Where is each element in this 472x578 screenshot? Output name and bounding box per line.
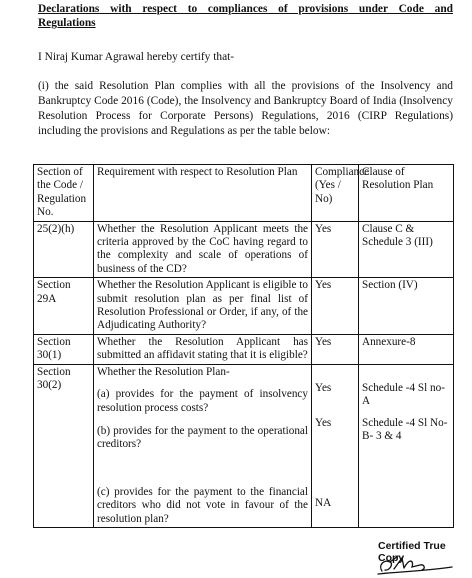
- row-clause: Clause C & Schedule 3 (III): [359, 221, 454, 278]
- row-requirement: [94, 364, 312, 527]
- row-requirement: Whether the Resolution Applicant has submitted an affidavit stating that it is eligible?: [94, 334, 312, 364]
- certification-statement: I Niraj Kumar Agrawal hereby certify that-: [38, 51, 235, 63]
- row-section: Section 30(1): [34, 334, 94, 364]
- row-compliance: Yes: [312, 334, 359, 364]
- header-clause: Clause of Resolution Plan: [359, 165, 454, 222]
- requirement-sub-a: (a) provides for the payment of insolvency resolution process costs?: [97, 388, 308, 414]
- compliance-c: NA: [315, 496, 332, 509]
- row-clause: Annexure-8: [359, 334, 454, 364]
- row-clause: [359, 364, 454, 527]
- table-row: [34, 334, 454, 364]
- row-requirement: Whether the Resolution Applicant meets the criteria approved by the CoC having regard to the complexity and scale of operations of business of the CD?: [94, 221, 312, 278]
- row-clause: Section (IV): [359, 278, 454, 335]
- requirement-intro: Whether the Resolution Plan-: [97, 365, 230, 378]
- requirement-sub-b: (b) provides for the payment to the operational creditors?: [97, 424, 308, 451]
- row-compliance: Yes: [312, 278, 359, 335]
- clause-b: Schedule -4 Sl No-B- 3 & 4: [362, 416, 448, 442]
- compliance-b: Yes: [315, 417, 332, 430]
- header-section: Section of the Code / Regulation No.: [34, 165, 94, 222]
- table-row: [34, 221, 454, 278]
- heading-line-1: Declarations with respect to compliances of provisions under Code and: [38, 3, 453, 15]
- row-requirement: Whether the Resolution Applicant is eligible to submit resolution plan as per final list of Resolution Professional or Order, if any, of the Adjudicating Authority?: [94, 278, 312, 335]
- compliance-table: [33, 164, 454, 528]
- intro-paragraph: (i) the said Resolution Plan complies with all the provisions of the Insolvency and Bankruptcy Code 2016 (Code), the Insolvency and Bankruptcy Board of India (Insolvency Resolution Process for Corporate Persons) Regulations, 2016 (CIRP Regulations) including the provisions and Regulations as per the table below:: [38, 80, 453, 137]
- requirement-sub-c: (c) provides for the payment to the financial creditors who did not vote in favour of the resolution plan?: [97, 485, 308, 525]
- header-requirement: Requirement with respect to Resolution Plan: [94, 165, 312, 222]
- certified-true-copy-stamp: Certified True Copy: [378, 540, 446, 564]
- table-row: [34, 278, 454, 335]
- table-header-row: [34, 165, 454, 222]
- table-row: [34, 364, 454, 527]
- heading-line-2: Regulations: [38, 17, 96, 29]
- row-section: 25(2)(h): [34, 221, 94, 278]
- header-compliance: Compliance (Yes / No): [312, 165, 359, 222]
- clause-a: Schedule -4 Sl no-A: [362, 381, 445, 408]
- row-compliance: Yes: [312, 221, 359, 278]
- compliance-a: Yes: [315, 381, 332, 394]
- row-section: Section 30(2): [34, 364, 94, 527]
- document-heading: [38, 2, 453, 30]
- row-section: Section 29A: [34, 278, 94, 335]
- signature-icon: [376, 553, 456, 577]
- row-compliance: [312, 364, 359, 527]
